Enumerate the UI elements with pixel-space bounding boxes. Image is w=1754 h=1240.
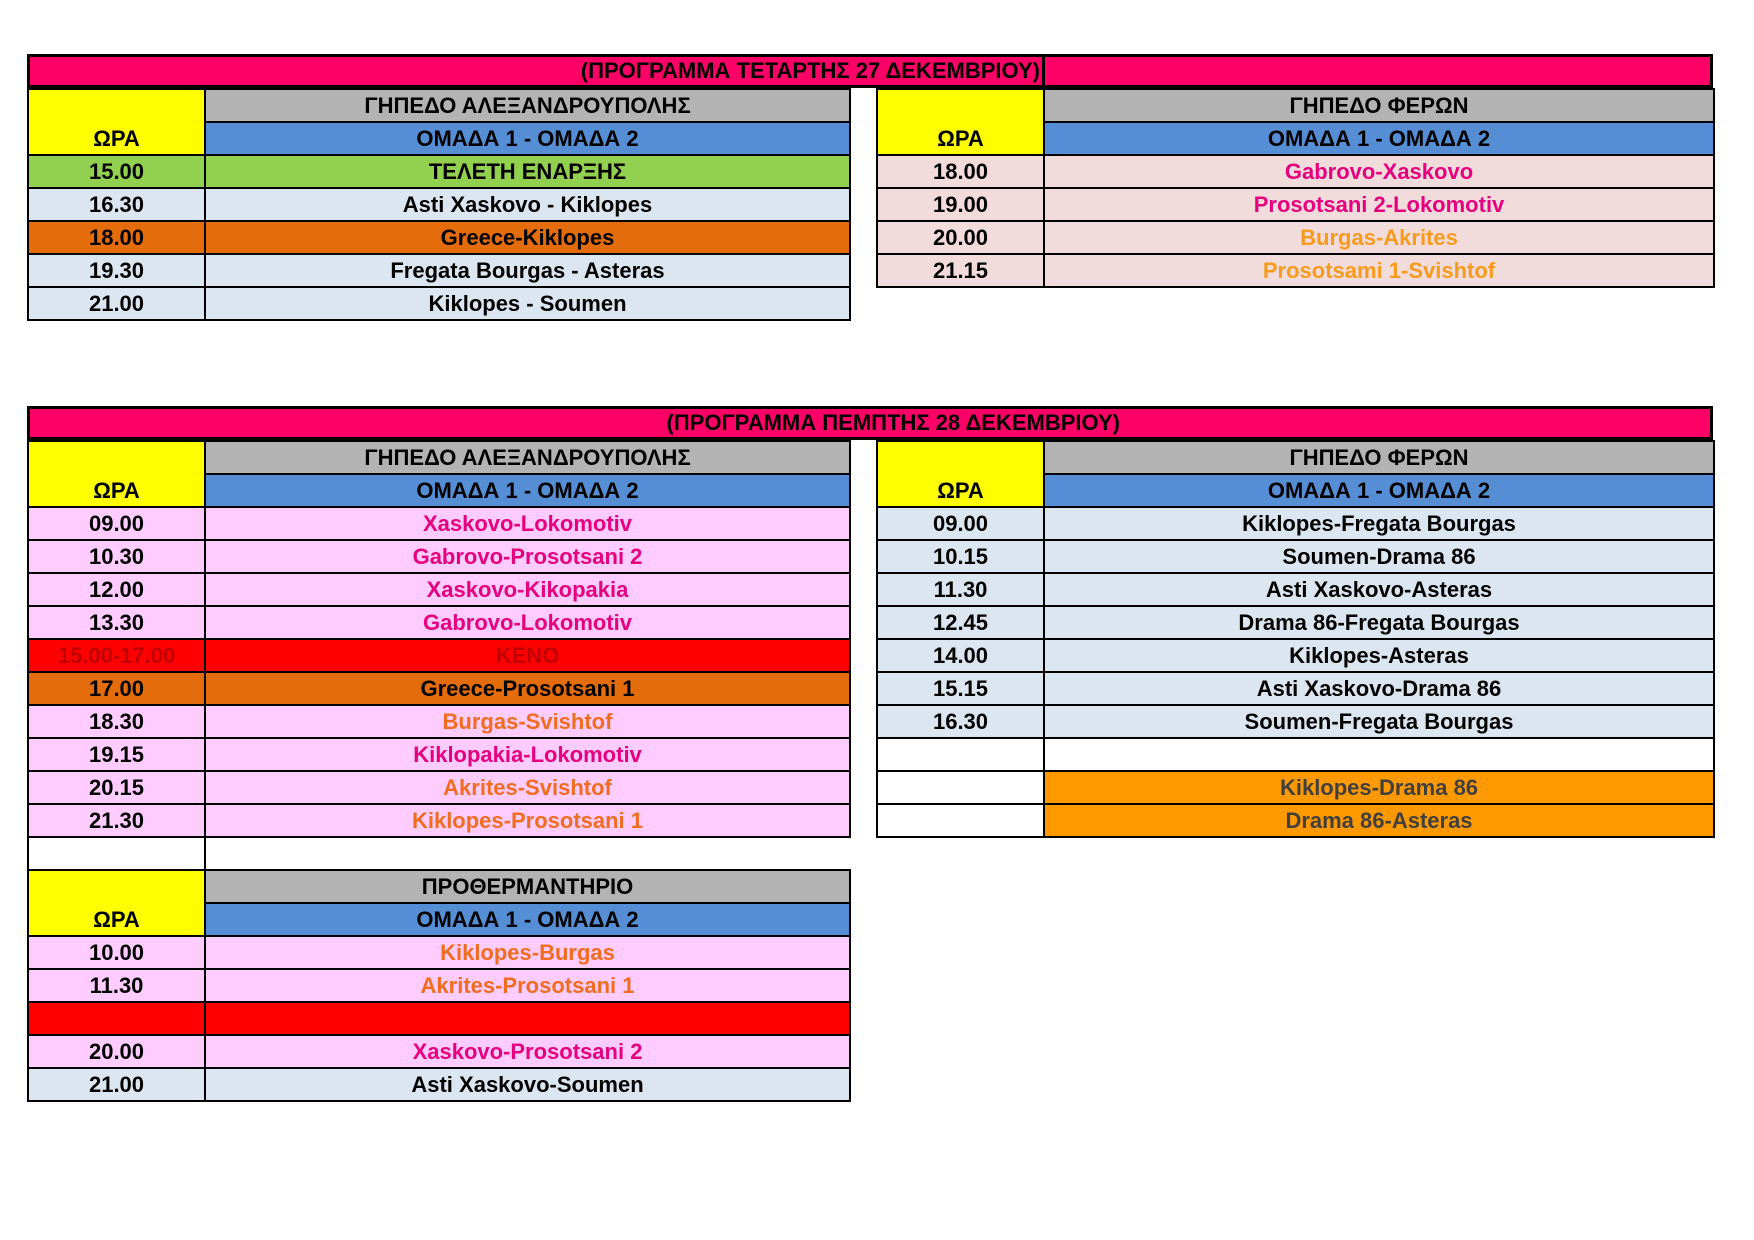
match-cell: Drama 86-Asteras xyxy=(1044,804,1714,837)
table-row xyxy=(28,1035,850,1068)
match-cell: Xaskovo-Prosotsani 2 xyxy=(205,1035,850,1068)
teams-header: ΟΜΑΔΑ 1 - ΟΜΑΔΑ 2 xyxy=(1044,474,1714,507)
match-cell: Kiklopes-Burgas xyxy=(205,936,850,969)
day2-title: (ΠΡΟΓΡΑΜΜΑ ΠΕΜΠΤΗΣ 28 ΔΕΚΕΜΒΡΙΟΥ) xyxy=(666,410,1120,435)
time-cell xyxy=(28,837,205,870)
match-cell xyxy=(1044,738,1714,771)
table-row xyxy=(28,705,850,738)
match-cell: Asti Xaskovo - Kiklopes xyxy=(205,188,850,221)
time-cell: 17.00 xyxy=(28,672,205,705)
match-cell: Soumen-Drama 86 xyxy=(1044,540,1714,573)
table-row xyxy=(877,606,1714,639)
table-row xyxy=(28,155,850,188)
table-row xyxy=(28,606,850,639)
time-cell xyxy=(877,738,1044,771)
table-row xyxy=(28,221,850,254)
table-row xyxy=(877,672,1714,705)
ora-header: ΩΡΑ xyxy=(28,89,205,155)
time-cell: 15.00-17.00 xyxy=(28,639,205,672)
table-row xyxy=(28,738,850,771)
table-row xyxy=(877,254,1714,287)
venue-header: ΓΗΠΕΔΟ ΦΕΡΩΝ xyxy=(1044,441,1714,474)
time-cell: 21.30 xyxy=(28,804,205,837)
match-cell: Fregata Bourgas - Asteras xyxy=(205,254,850,287)
table-row xyxy=(28,540,850,573)
time-cell: 14.00 xyxy=(877,639,1044,672)
match-cell: Kiklopakia-Lokomotiv xyxy=(205,738,850,771)
table-row xyxy=(28,639,850,672)
time-cell: 18.00 xyxy=(28,221,205,254)
teams-header: ΟΜΑΔΑ 1 - ΟΜΑΔΑ 2 xyxy=(205,122,850,155)
day1-banner xyxy=(27,54,1713,88)
match-cell: Xaskovo-Kikopakia xyxy=(205,573,850,606)
day1-title: (ΠΡΟΓΡΑΜΜΑ ΤΕΤΑΡΤΗΣ 27 ΔΕΚΕΜΒΡΙΟΥ) xyxy=(580,58,1040,83)
time-cell: 11.30 xyxy=(877,573,1044,606)
teams-header: ΟΜΑΔΑ 1 - ΟΜΑΔΑ 2 xyxy=(205,474,850,507)
match-cell: Greece-Prosotsani 1 xyxy=(205,672,850,705)
teams-header: ΟΜΑΔΑ 1 - ΟΜΑΔΑ 2 xyxy=(205,903,850,936)
time-cell: 20.00 xyxy=(28,1035,205,1068)
match-cell: Kiklopes-Prosotsani 1 xyxy=(205,804,850,837)
time-cell xyxy=(28,1002,205,1035)
match-cell: Xaskovo-Lokomotiv xyxy=(205,507,850,540)
ora-header: ΩΡΑ xyxy=(877,89,1044,155)
day2-alex-table xyxy=(27,440,851,1102)
match-cell: Kiklopes - Soumen xyxy=(205,287,850,320)
match-cell: Gabrovo-Lokomotiv xyxy=(205,606,850,639)
day2-banner xyxy=(27,406,1713,440)
day1-feres-table xyxy=(876,88,1715,288)
venue-header: ΓΗΠΕΔΟ ΦΕΡΩΝ xyxy=(1044,89,1714,122)
table-row xyxy=(28,507,850,540)
match-cell xyxy=(205,1002,850,1035)
venue-header: ΓΗΠΕΔΟ ΑΛΕΞΑΝΔΡΟΥΠΟΛΗΣ xyxy=(205,441,850,474)
time-cell: 21.00 xyxy=(28,1068,205,1101)
match-cell: Kiklopes-Asteras xyxy=(1044,639,1714,672)
day2-feres-table xyxy=(876,440,1715,838)
table-row xyxy=(28,771,850,804)
time-cell: 21.15 xyxy=(877,254,1044,287)
table-row xyxy=(877,540,1714,573)
time-cell: 19.00 xyxy=(877,188,1044,221)
time-cell: 19.30 xyxy=(28,254,205,287)
ora-header: ΩΡΑ xyxy=(28,441,205,507)
table-row xyxy=(28,804,850,837)
time-cell: 16.30 xyxy=(28,188,205,221)
time-cell: 10.15 xyxy=(877,540,1044,573)
time-cell: 13.30 xyxy=(28,606,205,639)
table-row xyxy=(28,1068,850,1101)
match-cell: Asti Xaskovo-Asteras xyxy=(1044,573,1714,606)
match-cell xyxy=(205,837,850,870)
time-cell: 15.15 xyxy=(877,672,1044,705)
table-row xyxy=(877,188,1714,221)
table-row xyxy=(28,188,850,221)
match-cell: Kiklopes-Drama 86 xyxy=(1044,771,1714,804)
day1-alex-table xyxy=(27,88,851,321)
table-row xyxy=(28,254,850,287)
table-row xyxy=(877,573,1714,606)
table-row xyxy=(28,1002,850,1035)
table-row xyxy=(877,507,1714,540)
match-cell: Greece-Kiklopes xyxy=(205,221,850,254)
time-cell: 09.00 xyxy=(28,507,205,540)
time-cell: 11.30 xyxy=(28,969,205,1002)
match-cell: Asti Xaskovo-Drama 86 xyxy=(1044,672,1714,705)
table-row xyxy=(28,573,850,606)
time-cell xyxy=(877,771,1044,804)
time-cell: 10.30 xyxy=(28,540,205,573)
match-cell: Prosotsani 2-Lokomotiv xyxy=(1044,188,1714,221)
table-row xyxy=(28,287,850,320)
table-row xyxy=(877,639,1714,672)
time-cell: 18.30 xyxy=(28,705,205,738)
match-cell: ΤΕΛΕΤΗ ΕΝΑΡΞΗΣ xyxy=(205,155,850,188)
match-cell: Gabrovo-Prosotsani 2 xyxy=(205,540,850,573)
table-row xyxy=(28,969,850,1002)
ora-header: ΩΡΑ xyxy=(877,441,1044,507)
match-cell: Akrites-Prosotsani 1 xyxy=(205,969,850,1002)
table-row xyxy=(28,936,850,969)
time-cell: 20.15 xyxy=(28,771,205,804)
table-row xyxy=(877,221,1714,254)
match-cell: Burgas-Svishtof xyxy=(205,705,850,738)
table-row xyxy=(28,672,850,705)
table-row xyxy=(877,705,1714,738)
venue-header: ΓΗΠΕΔΟ ΑΛΕΞΑΝΔΡΟΥΠΟΛΗΣ xyxy=(205,89,850,122)
match-cell: Kiklopes-Fregata Bourgas xyxy=(1044,507,1714,540)
venue-header: ΠΡΟΘΕΡΜΑΝΤΗΡΙΟ xyxy=(205,870,850,903)
time-cell: 12.45 xyxy=(877,606,1044,639)
match-cell: Drama 86-Fregata Bourgas xyxy=(1044,606,1714,639)
table-row xyxy=(877,804,1714,837)
ora-header: ΩΡΑ xyxy=(28,870,205,936)
banner-divider xyxy=(1042,57,1045,85)
time-cell: 09.00 xyxy=(877,507,1044,540)
table-row xyxy=(28,837,850,870)
match-cell: Asti Xaskovo-Soumen xyxy=(205,1068,850,1101)
time-cell: 20.00 xyxy=(877,221,1044,254)
time-cell: 21.00 xyxy=(28,287,205,320)
time-cell: 15.00 xyxy=(28,155,205,188)
table-row xyxy=(877,738,1714,771)
time-cell: 19.15 xyxy=(28,738,205,771)
match-cell: Akrites-Svishtof xyxy=(205,771,850,804)
match-cell: Burgas-Akrites xyxy=(1044,221,1714,254)
match-cell: Soumen-Fregata Bourgas xyxy=(1044,705,1714,738)
match-cell: ΚΕΝΟ xyxy=(205,639,850,672)
match-cell: Prosotsami 1-Svishtof xyxy=(1044,254,1714,287)
table-row xyxy=(877,155,1714,188)
time-cell xyxy=(877,804,1044,837)
time-cell: 16.30 xyxy=(877,705,1044,738)
table-row xyxy=(877,771,1714,804)
time-cell: 10.00 xyxy=(28,936,205,969)
time-cell: 12.00 xyxy=(28,573,205,606)
time-cell: 18.00 xyxy=(877,155,1044,188)
teams-header: ΟΜΑΔΑ 1 - ΟΜΑΔΑ 2 xyxy=(1044,122,1714,155)
match-cell: Gabrovo-Xaskovo xyxy=(1044,155,1714,188)
